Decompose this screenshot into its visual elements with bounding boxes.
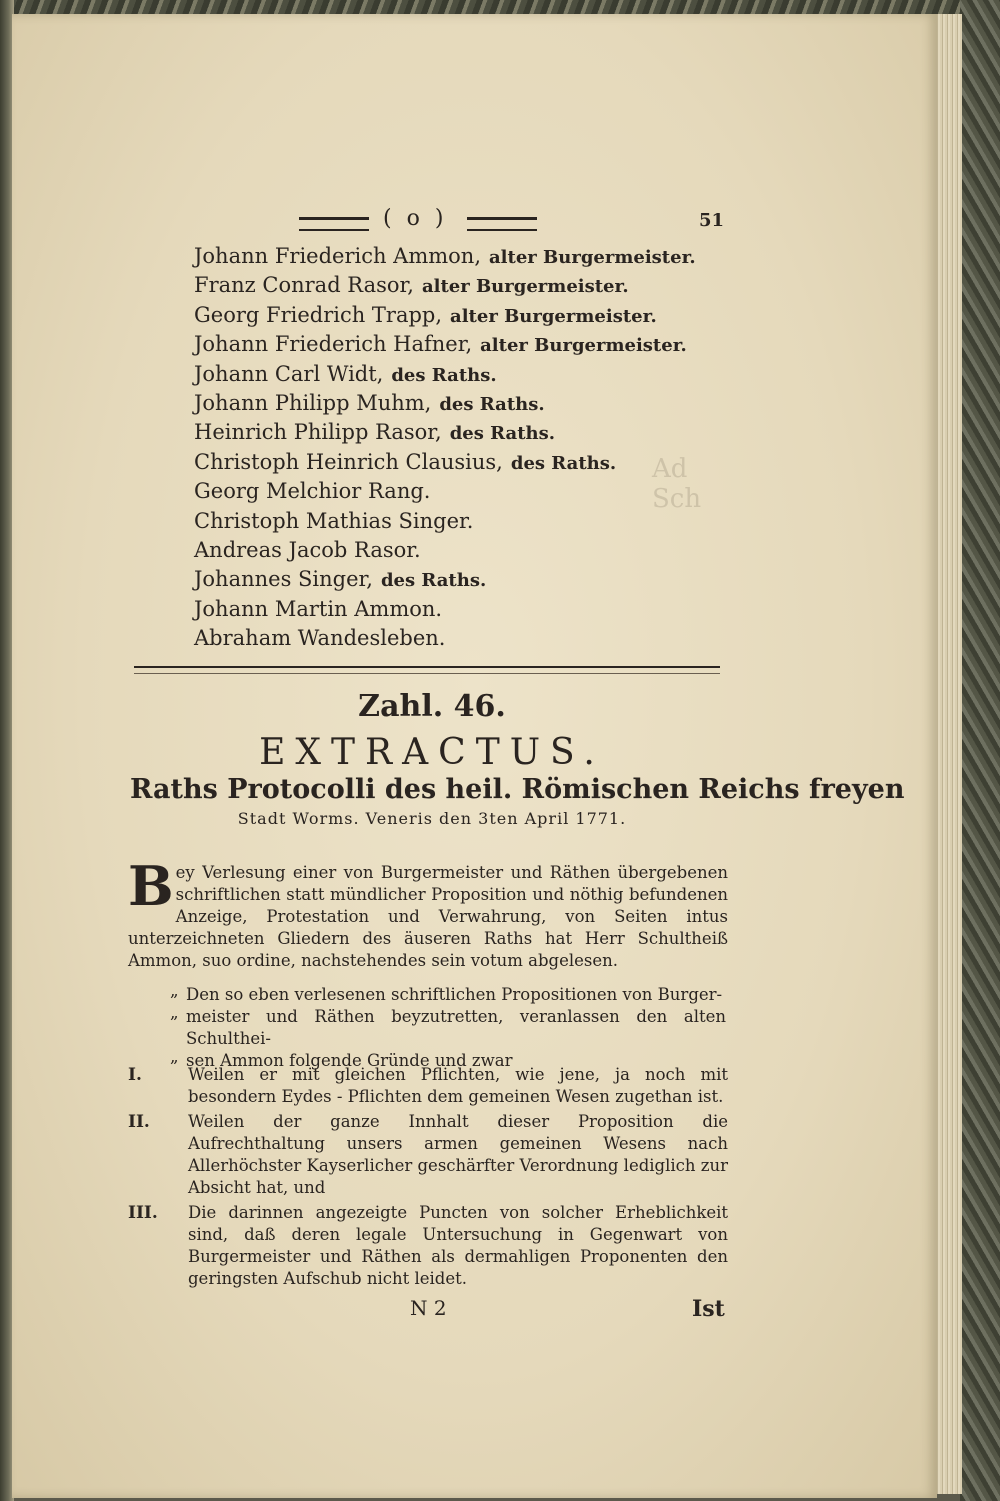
signatory-row: [194, 624, 694, 653]
signatory-title: des Raths.: [391, 364, 497, 386]
signatory-name: Johann Friederich Hafner,: [194, 332, 473, 357]
drop-cap: B: [128, 854, 174, 918]
catchword: Ist: [692, 1296, 725, 1322]
reason-item: [128, 1111, 728, 1199]
reason-text: Weilen der ganze Innhalt dieser Proposition die Aufrechthaltung unsers armen gemeinen Wesens nach Allerhöchster Kayserlicher geschärfter Verordnung lediglich zur Absicht hat, und: [188, 1112, 728, 1197]
signatory-row: [194, 507, 694, 536]
book-cover-right: [960, 0, 1000, 1501]
reason-numeral: I.: [128, 1065, 142, 1085]
signatory-row: [194, 242, 694, 271]
quoted-votum: [170, 984, 726, 1072]
signatory-name: Franz Conrad Rasor,: [194, 273, 414, 298]
reason-item: [128, 1202, 728, 1290]
header-ornament: ( o ): [383, 206, 448, 231]
reason-item: [128, 1064, 728, 1108]
place-date-line: Stadt Worms. Veneris den 3ten April 1771.: [237, 809, 627, 828]
section-divider: [134, 666, 720, 674]
header-rule-right: [467, 217, 537, 231]
signatory-title: alter Burgermeister.: [480, 335, 687, 357]
page-number: 51: [699, 210, 725, 231]
section-subtitle: Raths Protocolli des heil. Römischen Reichs freyen: [130, 774, 905, 805]
signatory-title: des Raths.: [449, 423, 555, 445]
signatory-row: [194, 271, 694, 300]
numbered-reasons: [128, 1064, 728, 1293]
header-rule-left: [299, 217, 369, 231]
signatory-row: [194, 477, 694, 506]
signatory-name: Johann Martin Ammon.: [194, 596, 443, 621]
signatory-title: des Raths.: [380, 570, 487, 592]
show-through-text: Sch: [652, 484, 702, 514]
signatory-title: des Raths.: [439, 393, 545, 415]
signatory-name: Johannes Singer,: [194, 567, 373, 592]
signatory-name: Johann Carl Widt,: [194, 361, 384, 386]
signature-mark: N 2: [410, 1296, 447, 1320]
reason-numeral: III.: [128, 1203, 158, 1223]
signatory-row: [194, 418, 694, 447]
page-header: [299, 206, 725, 236]
quote-line: „ Den so eben verlesenen schriftlichen Propositionen von Burger-: [170, 984, 726, 1006]
signatory-name: Heinrich Philipp Rasor,: [194, 420, 442, 445]
signatory-row: [194, 595, 694, 624]
reason-text: Weilen er mit gleichen Pflichten, wie jene, ja noch mit besondern Eydes - Pflichten dem gemeinen Wesen zugethan ist.: [188, 1065, 728, 1106]
show-through-text: Ad: [652, 454, 688, 484]
signatory-title: des Raths.: [510, 452, 617, 474]
signatory-row: [194, 565, 694, 594]
signatory-list: [194, 242, 694, 653]
signatory-title: alter Burgermeister.: [421, 276, 629, 298]
signatory-row: [194, 301, 694, 330]
reason-text: Die darinnen angezeigte Puncten von solcher Erheblichkeit sind, daß deren legale Untersuchung in Gegenwart von Burgermeister und Räthen als dermahligen Proponenten den geringsten Aufschub nicht leidet.: [188, 1203, 728, 1288]
section-title: EXTRACTUS.: [259, 732, 605, 773]
section-number: Zahl. 46.: [358, 689, 506, 724]
signatory-name: Johann Philipp Muhm,: [194, 390, 432, 415]
signatory-row: [194, 536, 694, 565]
document-page: [12, 14, 937, 1498]
signatory-row: [194, 448, 694, 477]
page-footer: [12, 1296, 937, 1326]
quote-line: „ sen Ammon folgende Gründe und zwar: [170, 1050, 726, 1072]
signatory-row: [194, 330, 694, 359]
signatory-name: Georg Melchior Rang.: [194, 479, 431, 504]
reason-numeral: II.: [128, 1112, 150, 1132]
signatory-row: [194, 360, 694, 389]
intro-text: ey Verlesung einer von Burgermeister und Räthen übergebenen schriftlichen statt mündlicher Proposition und nöthig befundenen Anzeige, Protestation und Verwahrung, von Seiten intus unterzeichneten Gliedern des äuseren Raths hat Herr Schultheiß Ammon, suo ordine, nachstehendes sein votum abgelesen.: [128, 863, 728, 970]
signatory-name: Abraham Wandesleben.: [194, 626, 446, 651]
quote-line: „ meister und Räthen beyzutretten, veranlassen den alten Schulthei-: [170, 1006, 726, 1050]
signatory-row: [194, 389, 694, 418]
signatory-name: Christoph Mathias Singer.: [194, 508, 474, 533]
signatory-title: alter Burgermeister.: [489, 247, 696, 268]
signatory-title: alter Burgermeister.: [450, 305, 657, 327]
signatory-name: Johann Friederich Ammon,: [194, 244, 482, 268]
signatory-name: Andreas Jacob Rasor.: [194, 537, 421, 562]
signatory-name: Georg Friedrich Trapp,: [194, 302, 443, 327]
intro-paragraph: [128, 854, 728, 972]
signatory-name: Christoph Heinrich Clausius,: [194, 449, 503, 474]
